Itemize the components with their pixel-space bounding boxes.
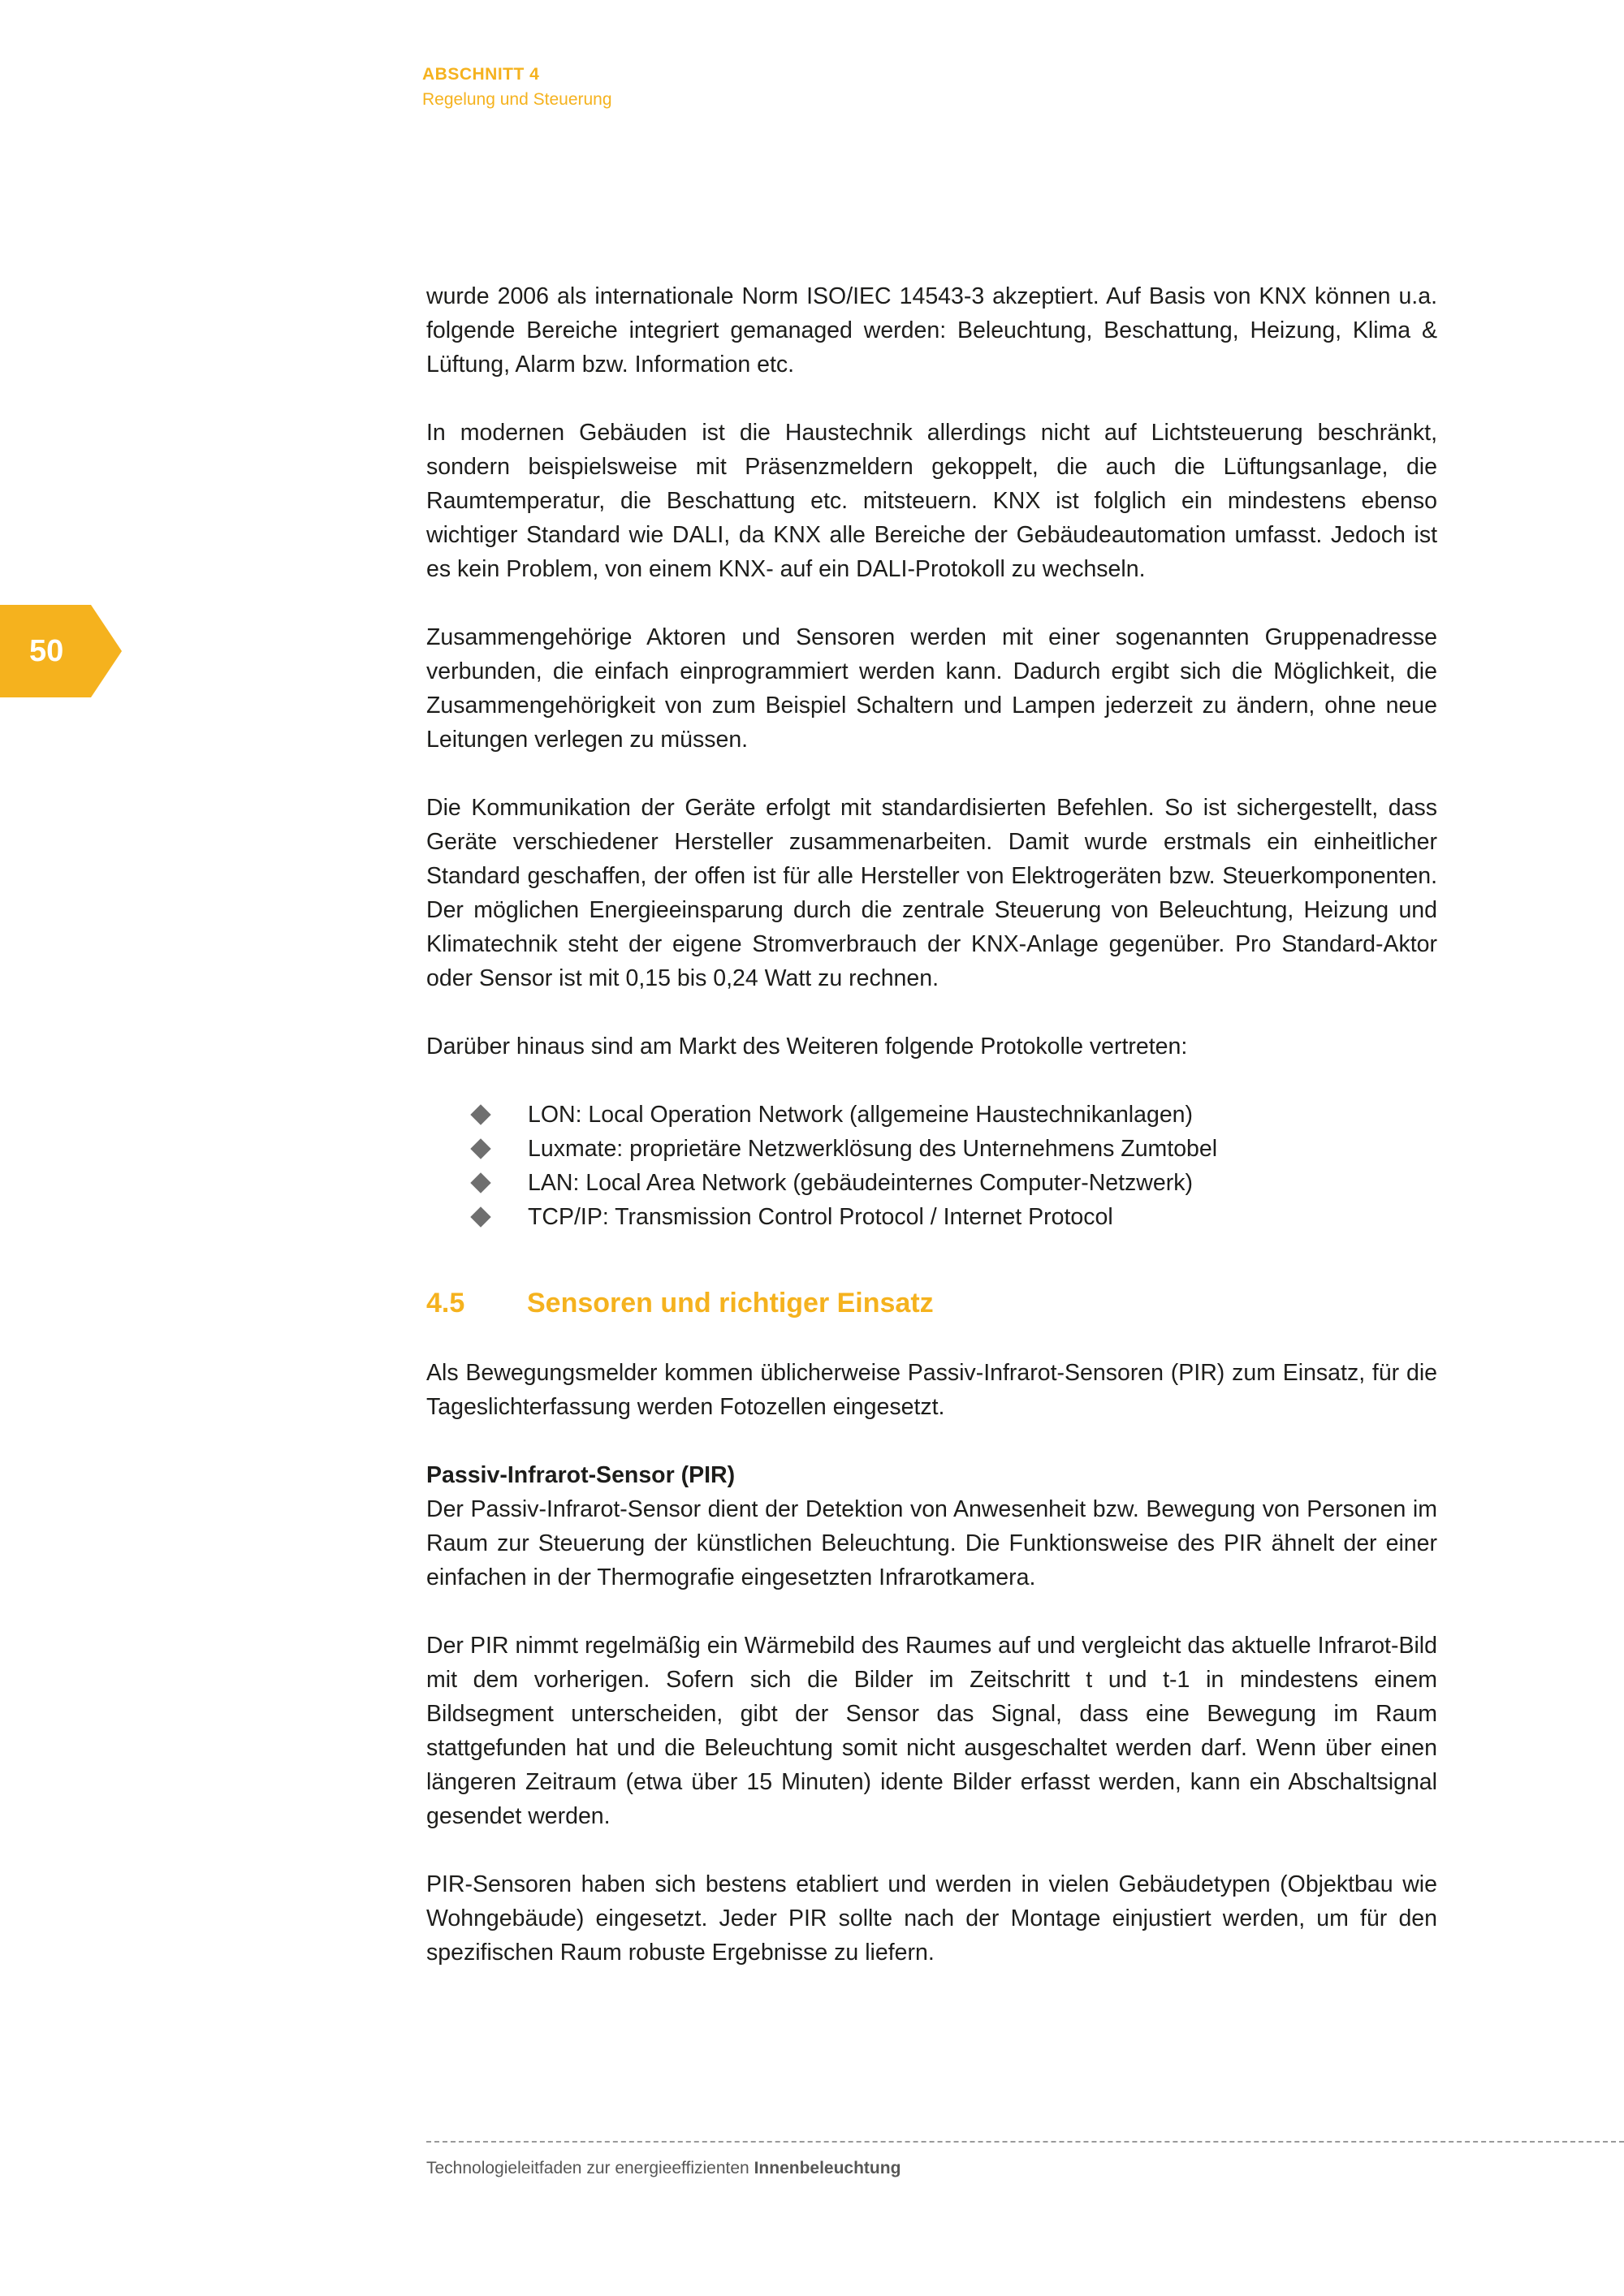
pir-heading: Passiv-Infrarot-Sensor (PIR) <box>426 1462 736 1488</box>
section-heading <box>426 1284 1437 1322</box>
list-item: LAN: Local Area Network (gebäudeinternes Computer-Netzwerk) <box>426 1166 1437 1200</box>
list-item: Luxmate: proprietäre Netzwerklösung des Unternehmens Zumtobel <box>426 1132 1437 1166</box>
paragraph-pir-detektion: Der Passiv-Infrarot-Sensor dient der Detektion von Anwesenheit bzw. Bewegung von Personen im Raum zur Steuerung der künstlichen Beleuchtung. Die Funktionsweise des PIR ähnelt der einer einfachen in der Thermografie eingesetzten Infrarotkamera. <box>426 1496 1437 1590</box>
paragraph-haustechnik: In modernen Gebäuden ist die Haustechnik allerdings nicht auf Lichtsteuerung beschränkt, sondern beispielsweise mit Präsenzmeldern gekoppelt, die auch die Lüftungsanlage, die Raumtemperatur, die Beschattung etc. mitsteuern. KNX ist folglich ein mindestens ebenso wichtiger Standard wie DALI, da KNX alle Bereiche der Gebäudeautomation umfasst. Jedoch ist es kein Problem, von einem KNX- auf ein DALI-Protokoll zu wechseln. <box>426 420 1437 582</box>
diamond-bullet-icon <box>470 1138 490 1159</box>
paragraph-gruppenadresse: Zusammengehörige Aktoren und Sensoren werden mit einer sogenannten Gruppenadresse verbunden, die einfach einprogrammiert werden kann. Dadurch ergibt sich die Möglichkeit, die Zusammengehörigkeit von zum Beispiel Schaltern und Lampen jederzeit zu ändern, ohne neue Leitungen verlegen zu müssen. <box>426 624 1437 753</box>
paragraph-kommunikation: Die Kommunikation der Geräte erfolgt mit standardisierten Befehlen. So ist sichergestellt, dass Geräte verschiedener Hersteller zusammenarbeiten. Damit wurde erstmals ein einheitlicher Standard geschaffen, der offen ist für alle Hersteller von Elektrogeräten bzw. Steuerkomponenten. Der möglichen Energieeinsparung durch die zentrale Steuerung von Beleuchtung, Heizung und Klimatechnik steht der eigene Stromverbrauch der KNX-Anlage gegenüber. Pro Standard-Aktor oder Sensor ist mit 0,15 bis 0,24 Watt zu rechnen. <box>426 795 1437 991</box>
list-item: TCP/IP: Transmission Control Protocol / Internet Protocol <box>426 1200 1437 1234</box>
footer-divider <box>426 2141 1624 2143</box>
footer-text-bold: Innenbeleuchtung <box>754 2159 901 2177</box>
footer-text: Technologieleitfaden zur energieeffizienten <box>426 2159 754 2177</box>
protocol-list <box>426 1098 1437 1234</box>
running-header <box>422 62 612 112</box>
paragraph-pir-waermebild: Der PIR nimmt regelmäßig ein Wärmebild des Raumes auf und vergleicht das aktuelle Infrarot-Bild mit dem vorherigen. Sofern sich die Bilder im Zeitschritt t und t-1 in mindestens einem Bildsegment unterscheiden, gibt der Sensor das Signal, dass eine Bewegung im Raum stattgefunden hat und die Beleuchtung somit nicht ausgeschaltet werden darf. Wenn über einen längeren Zeitraum (etwa über 15 Minuten) idente Bilder erfasst werden, kann ein Abschaltsignal gesendet werden. <box>426 1633 1437 1829</box>
list-item: LON: Local Operation Network (allgemeine Haustechnikanlagen) <box>426 1098 1437 1132</box>
body-text <box>426 279 1437 2004</box>
page-number-tab <box>0 605 122 697</box>
diamond-bullet-icon <box>470 1172 490 1193</box>
running-footer <box>426 2156 901 2181</box>
paragraph-knx-norm: wurde 2006 als internationale Norm ISO/IEC 14543-3 akzeptiert. Auf Basis von KNX können u.a. folgende Bereiche integriert gemanaged werden: Beleuchtung, Beschattung, Heizung, Klima & Lüftung, Alarm bzw. Information etc. <box>426 283 1437 378</box>
header-section-label: ABSCHNITT 4 <box>422 65 540 84</box>
header-section-title: Regelung und Steuerung <box>422 90 612 109</box>
section-title: Sensoren und richtiger Einsatz <box>527 1288 934 1318</box>
section-number: 4.5 <box>426 1288 465 1318</box>
paragraph-pir-einsatz: PIR-Sensoren haben sich bestens etabliert und werden in vielen Gebäudetypen (Objektbau wie Wohngebäude) eingesetzt. Jeder PIR sollte nach der Montage einjustiert werden, um für den spezifischen Raum robuste Ergebnisse zu liefern. <box>426 1871 1437 1966</box>
diamond-bullet-icon <box>470 1206 490 1227</box>
page-number: 50 <box>29 634 64 668</box>
paragraph-section-intro: Als Bewegungsmelder kommen üblicherweise Passiv-Infrarot-Sensoren (PIR) zum Einsatz, für die Tageslichterfassung werden Fotozellen eingesetzt. <box>426 1360 1437 1420</box>
paragraph-protokolle-intro: Darüber hinaus sind am Markt des Weiteren folgende Protokolle vertreten: <box>426 1034 1188 1060</box>
diamond-bullet-icon <box>470 1104 490 1124</box>
